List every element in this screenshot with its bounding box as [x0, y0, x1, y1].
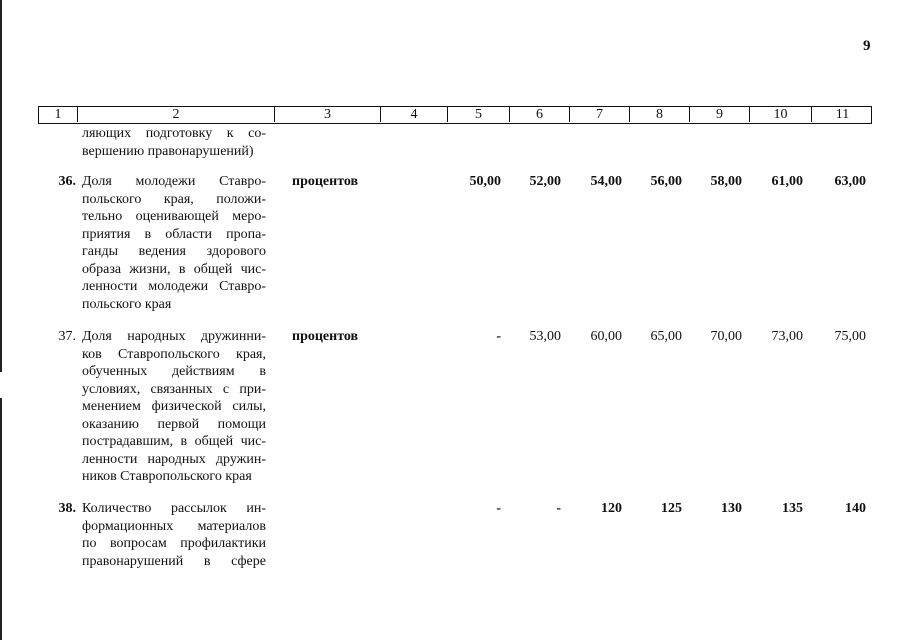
value-col-6: 53,00 — [529, 329, 561, 344]
name-line: Доля народных дружинни- — [82, 329, 266, 344]
header-col-1: 1 — [54, 107, 62, 122]
header-col-3: 3 — [274, 107, 380, 122]
value-col-8: 125 — [661, 501, 682, 516]
value-col-9: 70,00 — [710, 329, 742, 344]
header-col-6: 6 — [509, 107, 569, 122]
page-number: 9 — [863, 38, 871, 54]
name-line: менением физической силы, — [82, 399, 266, 414]
value-col-7: 60,00 — [590, 329, 622, 344]
header-col-10: 10 — [749, 107, 811, 122]
indicator-name — [82, 173, 266, 313]
name-line: тельно оценивающей меро- — [82, 209, 266, 224]
name-line: условиях, связанных с при- — [82, 381, 266, 397]
name-line: ленности молодежи Ставро- — [82, 279, 266, 294]
row-number: 37. — [58, 329, 76, 344]
header-col-4: 4 — [380, 107, 447, 122]
value-col-11: 63,00 — [834, 174, 866, 189]
margin-rule-top — [0, 0, 2, 372]
name-line: пострадавшим, в общей чис- — [82, 434, 266, 449]
name-line: образа жизни, в общей чис- — [82, 261, 266, 277]
header-col-7: 7 — [569, 107, 629, 122]
name-line: приятия в области пропа- — [82, 226, 266, 242]
table-header-row — [38, 106, 872, 124]
value-col-10: 61,00 — [771, 174, 803, 189]
value-col-11: 75,00 — [834, 329, 866, 344]
name-line: ганды ведения здорового — [82, 244, 266, 259]
header-col-9: 9 — [689, 107, 749, 122]
value-col-8: 65,00 — [650, 329, 682, 344]
unit-cell: процентов — [292, 329, 359, 344]
value-col-6: 52,00 — [529, 174, 561, 189]
value-col-10: 73,00 — [771, 329, 803, 344]
name-line: правонарушений в сфере — [82, 553, 266, 569]
name-line: по вопросам профилактики — [82, 536, 266, 551]
header-col-2: 2 — [77, 107, 274, 122]
name-line: ленности народных дружин- — [82, 451, 266, 467]
name-line: вершению правонарушений) — [82, 143, 254, 159]
header-col-5: 5 — [447, 107, 509, 122]
name-line: обученных действиям в — [82, 364, 266, 379]
indicator-name — [82, 125, 266, 160]
name-line: оказанию первой помощи — [82, 416, 266, 432]
value-col-7: 54,00 — [590, 174, 622, 189]
value-col-9: 130 — [721, 501, 742, 516]
margin-rule-bottom — [0, 398, 2, 640]
value-col-9: 58,00 — [710, 174, 742, 189]
name-line: польского края, положи- — [82, 191, 266, 207]
header-col-11: 11 — [811, 107, 873, 122]
name-line: ков Ставропольского края, — [82, 346, 266, 362]
value-col-7: 120 — [601, 501, 622, 516]
value-col-5: - — [496, 329, 501, 344]
value-col-5: - — [496, 501, 501, 516]
value-col-5: 50,00 — [469, 174, 501, 189]
indicator-name — [82, 500, 266, 570]
value-col-8: 56,00 — [650, 174, 682, 189]
indicator-name — [82, 328, 266, 486]
name-line: Доля молодежи Ставро- — [82, 174, 266, 189]
header-col-8: 8 — [629, 107, 689, 122]
name-line: ников Ставропольского края — [82, 469, 252, 484]
value-col-10: 135 — [782, 501, 803, 516]
value-col-6: - — [556, 501, 561, 516]
name-line: польского края — [82, 296, 172, 312]
unit-cell: процентов — [292, 174, 359, 189]
value-col-11: 140 — [845, 501, 866, 516]
name-line: ляющих подготовку к со- — [82, 126, 266, 141]
name-line: формационных материалов — [82, 518, 266, 534]
name-line: Количество рассылок ин- — [82, 501, 266, 516]
row-number: 38. — [58, 501, 76, 516]
row-number: 36. — [58, 174, 76, 189]
